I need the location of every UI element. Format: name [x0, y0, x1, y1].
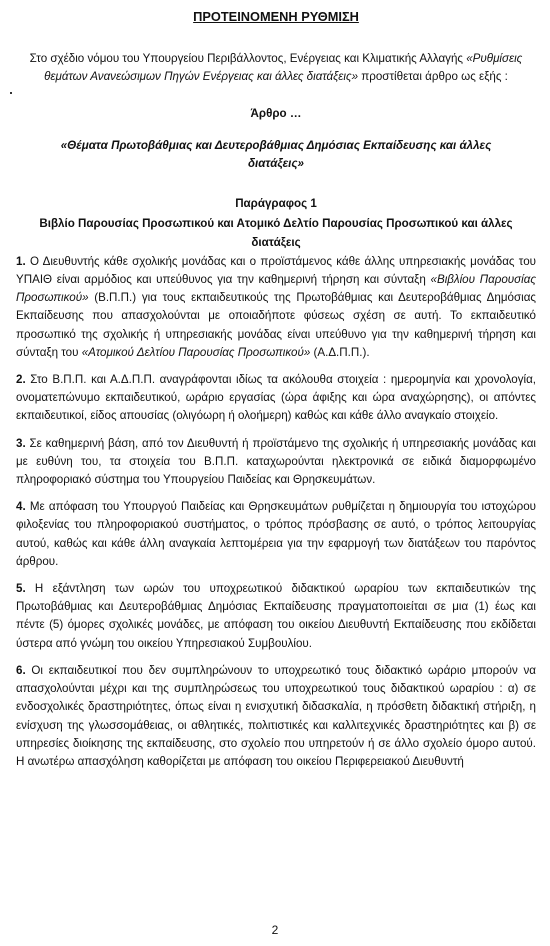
clause-6 — [16, 662, 536, 771]
clause-number: 3. — [16, 436, 26, 450]
clause-number: 2. — [16, 373, 26, 387]
clause-number: 4. — [16, 500, 26, 514]
page-number: 2 — [271, 923, 279, 937]
clause-italic-term: «Βιβλίου Παρουσίας Προσωπικού» — [16, 273, 536, 305]
clause-number: 5. — [16, 582, 26, 596]
intro-paragraph — [24, 50, 528, 86]
clause-5 — [16, 580, 536, 653]
clause-text: Οι εκπαιδευτικοί που δεν συμπληρώνουν το υποχρεωτικό τους διδακτικό ωράριο μπορούν να απασχολούνται μέχρι και της συμπληρώσεως του υποχρεωτικού τους διδακτικού ωραρίου : α) σε ενδοσχολικές δραστηριότητες, όπως είναι η ενισχυτική διδασκαλία, η πρόσθετη διδακτική στήριξη, η ενίσχυση της γλωσσομάθειας, οι αθλητικές, πολιτιστικές και καλλιτεχνικές δραστηριότητες και β) σε υπηρεσίες διοίκησης της εκπαίδευσης, στο σχολείο που υπηρετούν ή σε άλλο σχολείο όμορο αυτού. Η ανωτέρω απασχόληση καθορίζεται με απόφαση του οικείου Περιφερειακού Διευθυντή — [16, 663, 536, 768]
clause-text: Με απόφαση του Υπουργού Παιδείας και Θρησκευμάτων ρυθμίζεται η δημιουργία του ιστοχώρου φιλοξενίας του πληροφοριακού συστήματος, ο τρόπος πρόσβασης σε αυτό, ο τρόπος λειτουργίας αυτού, καθώς και κάθε άλλη αναγκαία λεπτομέρεια για την εφαρμογή των διατάξεων του παρόντος άρθρου. — [16, 500, 536, 568]
clause-text: (Α.Δ.Π.Π.). — [310, 345, 370, 359]
clause-text: Ο Διευθυντής κάθε σχολικής μονάδας και ο προϊστάμενος κάθε άλλης υπηρεσιακής μονάδας του ΥΠΑΙΘ είναι αρμόδιος και υπεύθυνος για την καθημερινή τήρηση και σύνταξη — [16, 254, 536, 287]
paragraph-title: Βιβλίο Παρουσίας Προσωπικού και Ατομικό Δελτίο Παρουσίας Προσωπικού και άλλες διατάξεις — [39, 217, 513, 249]
clause-3 — [16, 435, 536, 490]
clause-text: Σε καθημερινή βάση, από τον Διευθυντή ή προϊστάμενο της σχολικής ή υπηρεσιακής μονάδας και με ευθύνη του, τα στοιχεία του Β.Π.Π. καταχωρούνται ηλεκτρονικά σε ειδικά διαμορφωμένο πληροφοριακό σύστημα του Υπουργείου Παιδείας και Θρησκευμάτων. — [16, 436, 536, 487]
clause-1 — [16, 253, 536, 362]
clause-italic-term: «Ατομικού Δελτίου Παρουσίας Προσωπικού» — [81, 345, 311, 359]
clause-4 — [16, 498, 536, 571]
proposed-regulation-heading: ΠΡΟΤΕΙΝΟΜΕΝΗ ΡΥΘΜΙΣΗ — [193, 9, 359, 24]
clause-text: Η εξάντληση των ωρών του υποχρεωτικού διδακτικού ωραρίου των εκπαιδευτικών της Πρωτοβάθμιας και Δευτεροβάθμιας Δημόσιας Εκπαίδευσης πραγματοποιείται σε μια (1) έως και πέντε (5) όμορες σχολικές μονάδες, με απόφαση του οικείου Διευθυντή Εκπαίδευσης που εκδίδεται ύστερα από γνώμη του οικείου Υπηρεσιακού Συμβουλίου. — [16, 582, 536, 650]
article-title: «Θέματα Πρωτοβάθμιας και Δευτεροβάθμιας Δημόσιας Εκπαίδευσης και άλλες διατάξεις» — [60, 138, 492, 171]
clause-2 — [16, 371, 536, 426]
intro-text-before: Στο σχέδιο νόμου του Υπουργείου Περιβάλλοντος, Ενέργειας και Κλιματικής Αλλαγής — [29, 52, 467, 66]
clause-text: (Β.Π.Π.) για τους εκπαιδευτικούς της Πρωτοβάθμιας και Δευτεροβάθμιας Δημόσιας Εκπαίδευσης που απασχολούνται με οποιαδήποτε φύσεως σχέση σε αυτή. Το εκπαιδευτικό προσωπικό της σχολικής ή υπηρεσιακής μονάδας είναι υπεύθυνο για την καθημερινή τήρηση και σύνταξη του — [16, 291, 536, 359]
scan-speck — [10, 92, 12, 94]
article-label: Άρθρο … — [250, 106, 302, 120]
bill-title: «Ρυθμίσεις θεμάτων Ανανεώσιμων Πηγών Ενέργειας και άλλες διατάξεις» — [44, 52, 523, 84]
intro-text-after: προστίθεται άρθρο ως εξής : — [358, 70, 508, 84]
clause-text: Στο Β.Π.Π. και Α.Δ.Π.Π. αναγράφονται ιδίως τα ακόλουθα στοιχεία : ημερομηνία και χρονολογία, ονοματεπώνυμο εκπαιδευτικού, ωράριο εργασίας (ώρα άφιξης και ώρα αναχώρησης), οι απόντες εκπαιδευτικοί, είδος απουσίας (ολιγόωρη ή ολοήμερη) καθώς και κάθε άλλο αναγκαίο στοιχείο. — [16, 373, 536, 423]
clause-number: 1. — [16, 254, 26, 268]
paragraph-number: Παράγραφος 1 — [235, 197, 317, 211]
clause-number: 6. — [16, 663, 26, 677]
